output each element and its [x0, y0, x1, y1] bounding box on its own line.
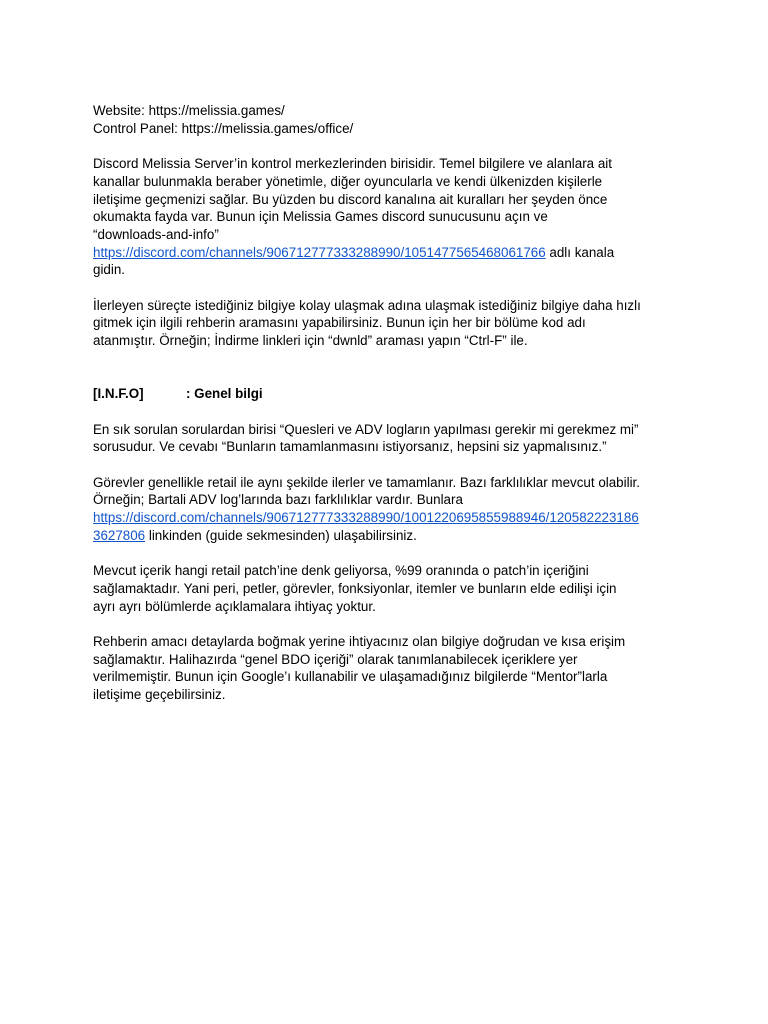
section-title: : Genel bilgi [186, 386, 263, 402]
quests-link-line [93, 527, 683, 545]
spacer [93, 545, 683, 563]
intro-line: okumakta fayda var. Bunun için Melissia Games discord sunucusunu açın ve [93, 209, 548, 225]
quests-line: Görevler genellikle retail ile aynı şekilde ilerler ve tamamlanır. Bazı farklılıklar mevcut olabilir. [93, 474, 640, 490]
purpose-line: verilmemiştir. Bunun için Google’ı kullanabilir ve ulaşamadığınız bilgilerde “Mentor”larla [93, 669, 608, 685]
purpose-line: iletişime geçebilirsiniz. [93, 687, 226, 703]
faq-paragraph [93, 421, 683, 456]
section-code: [I.N.F.O] [93, 386, 144, 402]
intro-line: gidin. [93, 262, 126, 278]
intro-line: Discord Melissia Server’in kontrol merkezlerinden birisidir. Temel bilgilere ve alanlara ait [93, 156, 612, 172]
faq-line: sorusudur. Ve cevabı “Bunların tamamlanmasını istiyorsanız, hepsini siz yapmalısınız.” [93, 439, 607, 455]
section-heading [93, 385, 683, 403]
control-panel-url: https://melissia.games/office/ [181, 120, 354, 136]
purpose-paragraph [93, 633, 683, 704]
search-tip-line: gitmek için ilgili rehberin aramasını yapabilirsiniz. Bunun için her bir bölüme kod adı [93, 315, 586, 331]
search-tip-line: atanmıştır. Örneğin; İndirme linkleri için “dwnld” araması yapın “Ctrl-F” ile. [93, 333, 528, 349]
quests-line: Örneğin; Bartali ADV log’larında bazı farklılıklar vardır. Bunlara [93, 492, 463, 508]
website-label: Website: [93, 103, 145, 118]
quests-link-line [93, 509, 683, 527]
patch-line: Mevcut içerik hangi retail patch’ine denk geliyorsa, %99 oranında o patch’in içeriğini [93, 563, 589, 579]
spacer [93, 350, 683, 385]
website-line [93, 102, 683, 120]
intro-link-suffix: adlı kanala [545, 244, 615, 260]
document-page [93, 102, 683, 704]
patch-line: ayrı ayrı bölümlerde açıklamalara ihtiyaç yoktur. [93, 598, 376, 614]
purpose-line: Rehberin amacı detaylarda boğmak yerine ihtiyacınız olan bilgiye doğrudan ve kısa erişim [93, 633, 626, 649]
intro-paragraph [93, 155, 683, 279]
guide-link-part1[interactable]: https://discord.com/channels/906712777333288990/1001220695855988946/120582223186 [93, 510, 639, 526]
quests-link-suffix: linkinden (guide sekmesinden) ulaşabilirsiniz. [145, 527, 417, 543]
intro-line: “downloads-and-info” [93, 226, 219, 242]
purpose-line: sağlamaktır. Halihazırda “genel BDO içeriği” olarak tanımlanabilecek içeriklere yer [93, 651, 578, 667]
header-block [93, 102, 683, 137]
search-tip-line: İlerleyen süreçte istediğiniz bilgiye kolay ulaşmak adına ulaşmak istediğiniz bilgiye daha hızlı [93, 297, 641, 313]
faq-line: En sık sorulan sorulardan birisi “Quesleri ve ADV logların yapılması gerekir mi gerekmez mi” [93, 421, 639, 437]
intro-line: kanallar bulunmakla beraber yönetimle, diğer oyuncularla ve kendi ülkenizden kişilerle [93, 173, 603, 189]
intro-line: iletişime geçmenizi sağlar. Bu yüzden bu discord kanalına ait kuralları her şeyden önce [93, 191, 608, 207]
patch-line: sağlamaktadır. Yani peri, petler, görevler, fonksiyonlar, itemler ve bunların elde edilişi için [93, 580, 617, 596]
spacer [93, 403, 683, 421]
spacer [93, 137, 683, 155]
control-panel-label: Control Panel: [93, 120, 178, 136]
intro-link-line [93, 244, 683, 262]
website-url: https://melissia.games/ [148, 103, 285, 118]
spacer [93, 615, 683, 633]
spacer [93, 456, 683, 474]
guide-link-part2[interactable]: 3627806 [93, 527, 146, 543]
quests-paragraph [93, 474, 683, 545]
downloads-info-channel-link[interactable]: https://discord.com/channels/906712777333288990/1051477565468061766 [93, 244, 546, 260]
spacer [93, 279, 683, 297]
search-tip-paragraph [93, 297, 683, 350]
control-panel-line [93, 120, 683, 138]
patch-paragraph [93, 562, 683, 615]
